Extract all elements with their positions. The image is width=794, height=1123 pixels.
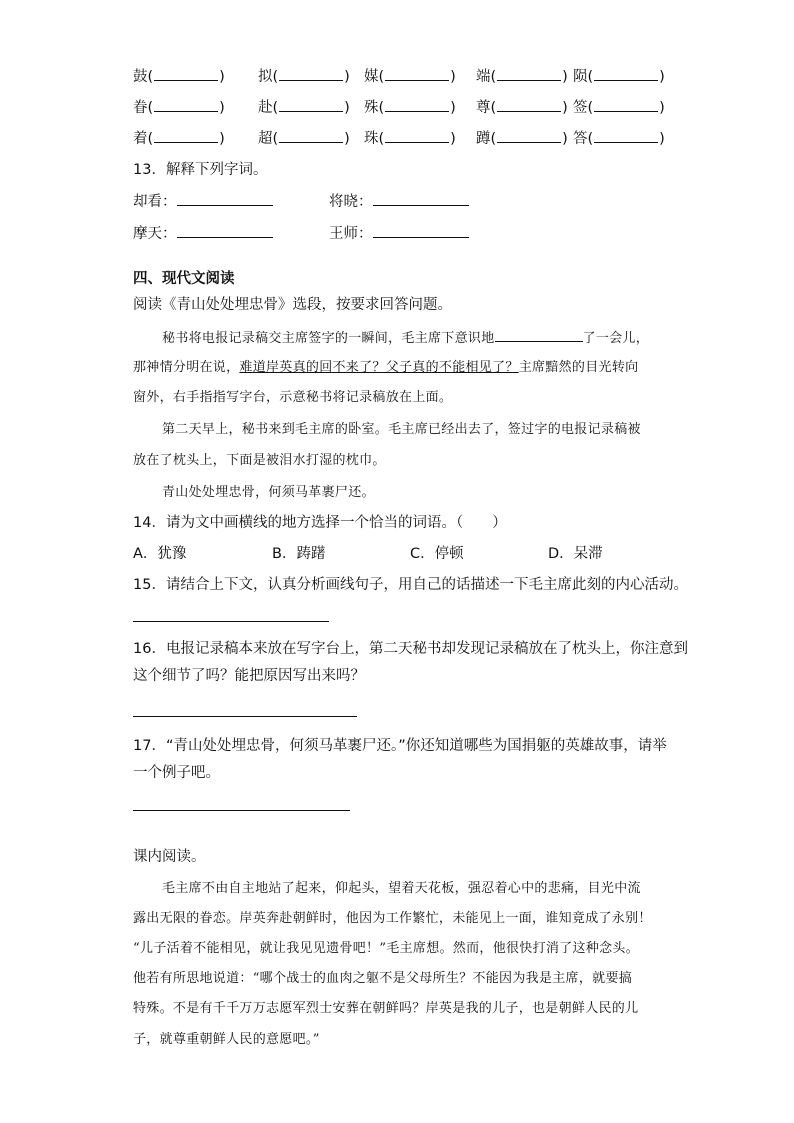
option-a[interactable]: A．犹豫	[133, 546, 187, 562]
char-row	[0, 66, 794, 88]
fill-blank[interactable]	[495, 327, 583, 342]
term-item: 却看：	[133, 191, 273, 213]
answer-line[interactable]	[133, 810, 350, 811]
answer-line[interactable]	[133, 716, 357, 717]
term-item: 王师：	[329, 223, 469, 245]
char-row	[0, 128, 794, 150]
inclass-heading: 课内阅读。	[133, 849, 206, 865]
char-item: 拟( )	[258, 66, 350, 88]
char-item: 蹲( )	[476, 128, 568, 150]
section-heading: 四、现代文阅读	[133, 271, 235, 287]
answer-blank[interactable]	[385, 66, 449, 81]
answer-blank[interactable]	[154, 97, 218, 112]
answer-blank[interactable]	[594, 66, 658, 81]
char-item: 媒( )	[364, 66, 456, 88]
passage-line: 窗外，右手指指写字台，示意秘书将记录稿放在上面。	[133, 390, 453, 405]
question-13-title: 13．解释下列字词。	[133, 162, 268, 178]
passage-line: 那神情分明在说，难道岸英真的回不来了？父子真的不能相见了？主席黯然的目光转向	[133, 360, 639, 375]
question-16-stem: 16．电报记录稿本来放在写字台上，第二天秘书却发现记录稿放在了枕头上，你注意到	[133, 641, 688, 657]
question-17-stem: 17．“青山处处埋忠骨，何须马革裹尸还。”你还知道哪些为国捐躯的英雄故事，请举	[133, 738, 667, 754]
passage-line: 他若有所思地说道：“哪个战士的血肉之躯不是父母所生？不能因为我是主席，就要搞	[133, 971, 633, 986]
char-item: 端( )	[476, 66, 568, 88]
answer-line[interactable]	[373, 191, 469, 206]
answer-blank[interactable]	[497, 128, 561, 143]
char-item: 着( )	[133, 128, 225, 150]
char-item: 眷( )	[133, 97, 225, 119]
answer-line[interactable]	[133, 621, 329, 622]
char-item: 赴( )	[258, 97, 350, 119]
option-b[interactable]: B．踌躇	[272, 546, 326, 562]
answer-blank[interactable]	[594, 97, 658, 112]
option-c[interactable]: C．停顿	[410, 546, 464, 562]
underlined-sentence: 难道岸英真的回不来了？父子真的不能相见了？	[239, 360, 519, 375]
char-item: 超( )	[258, 128, 350, 150]
question-17-stem-cont: 一个例子吧。	[133, 765, 220, 781]
answer-blank[interactable]	[279, 66, 343, 81]
option-d[interactable]: D．呆滞	[548, 546, 603, 562]
passage-line: 第二天早上，秘书来到毛主席的卧室。毛主席已经出去了，签过字的电报记录稿被	[162, 422, 641, 437]
char-item: 珠( )	[364, 128, 456, 150]
answer-blank[interactable]	[154, 66, 218, 81]
question-15-stem: 15．请结合上下文，认真分析画线句子，用自己的话描述一下毛主席此刻的内心活动。	[133, 577, 688, 593]
answer-line[interactable]	[177, 191, 273, 206]
term-item: 将晓：	[329, 191, 469, 213]
question-16-stem-cont: 这个细节了吗？能把原因写出来吗？	[133, 668, 365, 684]
answer-line[interactable]	[373, 223, 469, 238]
passage-line: 露出无限的眷恋。岸英奔赴朝鲜时，他因为工作繁忙，未能见上一面，谁知竟成了永别！	[133, 911, 652, 926]
passage-line: 秘书将电报记录稿交主席签字的一瞬间，毛主席下意识地 了一会儿，	[162, 327, 649, 350]
passage-line: 特殊。不是有千千万万志愿军烈士安葬在朝鲜吗？岸英是我的儿子，也是朝鲜人民的儿	[133, 1001, 639, 1016]
char-row	[0, 97, 794, 119]
passage-line: 毛主席不由自主地站了起来，仰起头，望着天花板，强忍着心中的悲痛，目光中流	[162, 881, 641, 896]
reading-intro: 阅读《青山处处埋忠骨》选段，按要求回答问题。	[133, 297, 452, 313]
passage-line: “儿子活着不能相见，就让我见见遗骨吧！”毛主席想。然而，他很快打消了这种念头。	[133, 941, 639, 956]
answer-blank[interactable]	[279, 97, 343, 112]
char-item: 鼓( )	[133, 66, 225, 88]
char-item: 答( )	[573, 128, 665, 150]
passage-line: 青山处处埋忠骨，何须马革裹尸还。	[162, 485, 375, 500]
answer-blank[interactable]	[385, 97, 449, 112]
passage-line: 放在了枕头上，下面是被泪水打湿的枕巾。	[133, 453, 386, 468]
answer-blank[interactable]	[385, 128, 449, 143]
answer-blank[interactable]	[497, 66, 561, 81]
answer-line[interactable]	[177, 223, 273, 238]
passage-line: 子，就尊重朝鲜人民的意愿吧。”	[133, 1032, 320, 1047]
term-item: 摩天：	[133, 223, 273, 245]
char-item: 陨( )	[573, 66, 665, 88]
char-item: 签( )	[573, 97, 665, 119]
answer-blank[interactable]	[154, 128, 218, 143]
char-item: 殊( )	[364, 97, 456, 119]
char-item: 尊( )	[476, 97, 568, 119]
answer-blank[interactable]	[279, 128, 343, 143]
question-14-stem: 14．请为文中画横线的地方选择一个恰当的词语。（ ）	[133, 515, 507, 531]
answer-blank[interactable]	[497, 97, 561, 112]
answer-blank[interactable]	[594, 128, 658, 143]
